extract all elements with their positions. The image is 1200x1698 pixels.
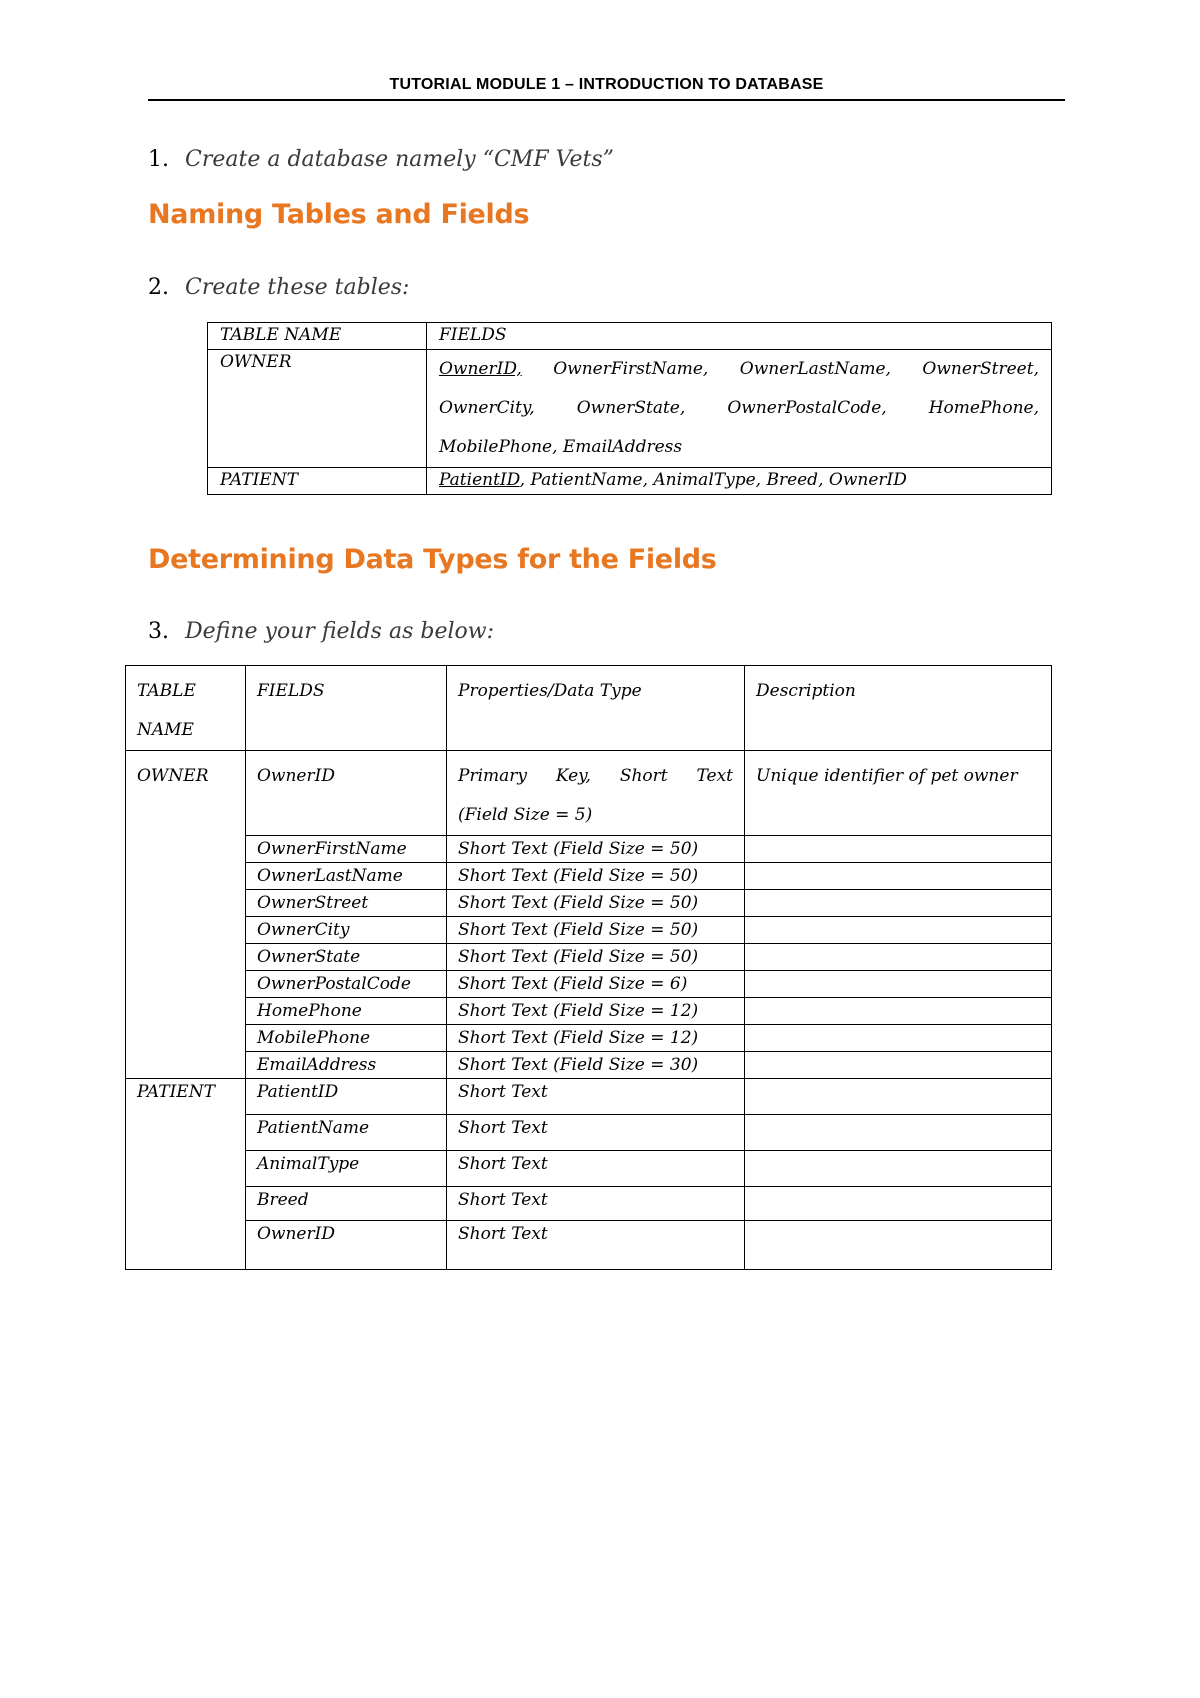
header-table-name: TABLE NAME <box>208 323 427 350</box>
table-row <box>126 836 1052 863</box>
field-properties: Short Text (Field Size = 12) <box>447 1025 745 1052</box>
field-name: EmailAddress <box>246 1052 447 1079</box>
table-header-row <box>126 666 1052 751</box>
step-1-number: 1. <box>148 147 169 172</box>
field-properties: Short Text <box>447 1115 745 1151</box>
patient-fields <box>427 468 1052 495</box>
header-table-label: TABLE <box>137 681 196 701</box>
table-row <box>126 863 1052 890</box>
heading-data-types: Determining Data Types for the Fields <box>148 544 717 575</box>
table-row <box>126 998 1052 1025</box>
table-row <box>126 917 1052 944</box>
field-properties: Short Text (Field Size = 50) <box>447 863 745 890</box>
field-properties <box>447 751 745 836</box>
owner-field: OwnerPostalCode, <box>727 398 887 418</box>
field-description <box>745 944 1052 971</box>
field-name: OwnerID <box>246 1221 447 1270</box>
page-header: TUTORIAL MODULE 1 – INTRODUCTION TO DATABASE <box>389 76 824 93</box>
field-name: OwnerCity <box>246 917 447 944</box>
tables-definition-table <box>207 322 1052 495</box>
owner-fields-line-3: MobilePhone, EmailAddress <box>439 437 683 457</box>
step-2-text: Create these tables: <box>185 275 410 300</box>
owner-field: HomePhone, <box>928 398 1039 418</box>
table-row <box>126 1052 1052 1079</box>
field-name: HomePhone <box>246 998 447 1025</box>
owner-field-ownerid: OwnerID, <box>439 359 522 379</box>
step-1 <box>148 147 614 172</box>
step-3 <box>148 619 494 644</box>
field-properties: Short Text (Field Size = 50) <box>447 890 745 917</box>
field-name: OwnerStreet <box>246 890 447 917</box>
field-description <box>745 917 1052 944</box>
table-header-row <box>208 323 1052 350</box>
header-name-label: NAME <box>137 720 194 740</box>
field-properties: Short Text <box>447 1151 745 1187</box>
field-properties: Short Text (Field Size = 12) <box>447 998 745 1025</box>
owner-fields-line-2 <box>439 389 1039 428</box>
field-name: AnimalType <box>246 1151 447 1187</box>
owner-fields-line-1 <box>439 350 1039 389</box>
patient-table-name: PATIENT <box>126 1079 246 1270</box>
owner-field: OwnerCity, <box>439 398 535 418</box>
field-properties: Short Text <box>447 1187 745 1221</box>
owner-fields <box>427 350 1052 468</box>
field-name: OwnerPostalCode <box>246 971 447 998</box>
header-fields: FIELDS <box>246 666 447 751</box>
field-name: OwnerState <box>246 944 447 971</box>
field-description <box>745 1151 1052 1187</box>
table-row <box>126 1187 1052 1221</box>
header-table-name <box>126 666 246 751</box>
step-1-text: Create a database namely “CMF Vets” <box>185 147 614 172</box>
owner-table-name: OWNER <box>126 751 246 1079</box>
patient-table-name: PATIENT <box>208 468 427 495</box>
property-word: Primary <box>458 766 527 786</box>
field-description <box>745 1187 1052 1221</box>
patient-field-patientid: PatientID <box>439 470 520 490</box>
table-row <box>126 1025 1052 1052</box>
owner-field: OwnerFirstName, <box>553 359 709 379</box>
owner-field: OwnerState, <box>576 398 686 418</box>
header-properties: Properties/Data Type <box>447 666 745 751</box>
table-row <box>126 1151 1052 1187</box>
field-description <box>745 998 1052 1025</box>
field-properties: Short Text (Field Size = 50) <box>447 836 745 863</box>
step-2 <box>148 275 409 300</box>
field-name: PatientName <box>246 1115 447 1151</box>
table-row <box>126 1079 1052 1115</box>
field-properties: Short Text (Field Size = 50) <box>447 944 745 971</box>
properties-line-2: (Field Size = 5) <box>458 805 593 825</box>
owner-field: OwnerLastName, <box>739 359 891 379</box>
field-name: OwnerFirstName <box>246 836 447 863</box>
header-description: Description <box>745 666 1052 751</box>
owner-field: OwnerStreet, <box>922 359 1039 379</box>
heading-naming: Naming Tables and Fields <box>148 199 530 230</box>
field-properties: Short Text <box>447 1079 745 1115</box>
table-row <box>126 890 1052 917</box>
field-description <box>745 1025 1052 1052</box>
field-description <box>745 1079 1052 1115</box>
table-row <box>126 944 1052 971</box>
step-3-number: 3. <box>148 619 169 644</box>
property-word: Key, <box>555 766 591 786</box>
field-name: OwnerID <box>246 751 447 836</box>
table-row <box>126 1115 1052 1151</box>
header-fields: FIELDS <box>427 323 1052 350</box>
step-3-text: Define your fields as below: <box>185 619 494 644</box>
field-name: MobilePhone <box>246 1025 447 1052</box>
field-properties: Short Text (Field Size = 30) <box>447 1052 745 1079</box>
field-types-table <box>125 665 1052 1270</box>
field-description <box>745 1115 1052 1151</box>
field-description <box>745 890 1052 917</box>
field-description <box>745 863 1052 890</box>
header-rule <box>148 99 1065 101</box>
field-description <box>745 1052 1052 1079</box>
properties-line-1 <box>458 757 733 796</box>
table-row <box>126 751 1052 836</box>
patient-fields-rest: , PatientName, AnimalType, Breed, OwnerID <box>519 470 907 490</box>
field-description <box>745 1221 1052 1270</box>
table-row-patient <box>208 468 1052 495</box>
field-name: PatientID <box>246 1079 447 1115</box>
field-name: Breed <box>246 1187 447 1221</box>
table-row-owner <box>208 350 1052 468</box>
field-description: Unique identifier of pet owner <box>745 751 1052 836</box>
field-properties: Short Text (Field Size = 6) <box>447 971 745 998</box>
property-word: Text <box>696 766 733 786</box>
field-properties: Short Text (Field Size = 50) <box>447 917 745 944</box>
field-properties: Short Text <box>447 1221 745 1270</box>
field-description <box>745 836 1052 863</box>
field-description <box>745 971 1052 998</box>
property-word: Short <box>619 766 668 786</box>
field-name: OwnerLastName <box>246 863 447 890</box>
table-row <box>126 1221 1052 1270</box>
table-row <box>126 971 1052 998</box>
step-2-number: 2. <box>148 275 169 300</box>
owner-table-name: OWNER <box>208 350 427 468</box>
